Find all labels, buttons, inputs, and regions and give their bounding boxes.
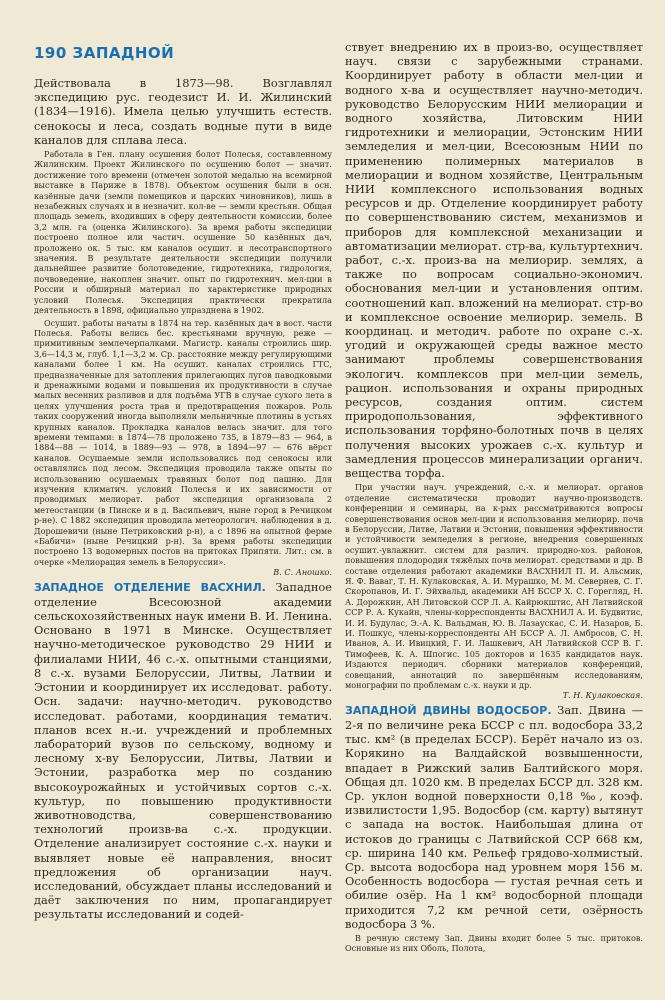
article-heading: ЗАПАДНОЕ ОТДЕЛЕНИЕ ВАСХНИЛ.: [34, 580, 266, 594]
intro-paragraph: Действовала в 1873—98. Возглавлял экспедицию рус. геодезист И. И. Жилинский (1834—1916). Имела целью улучшить естеств. сенокосы и леса, создать водные пути в виде каналов для сплава леса.: [34, 76, 332, 147]
tributaries-paragraph: В речную систему Зап. Двины входит более 5 тыс. притоков. Основные из них Оболь, Полота,: [345, 933, 643, 954]
right-column: [345, 40, 643, 956]
article-body: Западное отделение Всесоюзной академии сельскохозяйственных наук имени В. И. Ленина. Основано в 1971 в Минске. Осуществляет научно-методическое руководство 29 НИИ и филиалами НИИ, 46 с.-х. опытными станциями, 8 с.-х. вузами Белоруссии, Литвы, Латвии и Эстонии и координирует их исследоват. работу. Осн. задачи: научно-методич. руководство исследоват. работами, координация тематич. планов всех н.-и. учреждений и проблемных лабораторий вузов по сельскому, водному и лесному х-ву Белоруссии, Литвы, Латвии и Эстонии, разработка мер по созданию высокоурожайных и устойчивых сортов с.-х. культур, по повышению продуктивности животноводства, совершенствованию технологий произв-ва с.-х. продукции. Отделение анализирует состояние с.-х. науки и выявляет новые её направления, вносит предложения об организации науч. исследований, обсуждает планы исследований и даёт заключения по ним, пропагандирует результаты исследований и содей-: [34, 579, 333, 922]
page-number: 190: [34, 44, 67, 62]
article-vaskhnil: [34, 580, 332, 922]
drainage-work-text: Осушит. работы начаты в 1874 на тер. казённых дач в вост. части Полесья. Работы велись бес. крестьянами вручную, реже — примитивным землечерпалками. Магистр. каналы строились шир. 3,6—14,3 м, глуб. 1,1—3,2 м. Ср. расстояние между регулирующими каналами более 1 км. На осушит. каналах строились ГТС, предназначенные для затопления прилегающих лугов паводковыми и дренажными водами и повышения их продуктивности в случае малых весенних разливов и для подъёма УГВ в случае сухого лета в целях улучшения роста трав и предотвращения пожаров. Роль таких сооружений иногда выполняли мельничные плотины в устьях крупных каналов. Прокладка каналов велась значит. для того времени темпами: в 1874—78 проложено 735, в 1879—83 — 964, в 1884—88 — 1014, в 1889—93 — 978, в 1894—97 — 676 вёрст каналов. Осушаемые земли использовались под сенокосы или оставлялись под лесом. Экспедиция проводила также опыты по использованию осушаемых травяных болот под пашню. Для изучения климатич. условий Полесья и их зависимости от проводимых мелиорат. работ экспедиция организовала 2 метеостанции (в Пинске и в д. Васильевич, ныне город в Речицком р-не). С 1882 экспедиция проводила метеорологич. наблюдения в д. Дорошевичи (ныне Петриковский р-н), а с 1896 на опытной ферме «Бабичи» (ныне Речицкий р-н). За время работы экспедиции построено 13 водомерных постов на притоках Припяти. Лит.: см. в очерке «Мелиорация земель в Белоруссии».: [34, 317, 332, 567]
article-dvina-basin: [345, 703, 643, 931]
conferences-text: При участии науч. учреждений, с.-х. и мелиорат. органов отделение систематически проводит научно-производств. конференции и семинары, на к-рых рассматриваются вопросы совершенствования основ мел-ции и использования мелиорир. почв в Белоруссии, Литве, Латвии и Эстонии, повышения эффективности и устойчивости земледелия в регионе, внедрения совершенных осушит.-увлажнит. систем для различ. природно-хоз. районов, повышения плодородия тяжёлых почв мелиорат. средствами и др. В составе отделения работают академики ВАСХНИЛ П. И. Альсмик, Я. Ф. Ваваг, Т. Н. Кулаковская, А. И. Мурашко, М. М. Севернев, С. Г. Скоропанов, И. Г. Эйхвальд, академики АН БССР Х. С. Горегляд, Н. А. Дорожкин, АН Литовской ССР Л. А. Кайрюкштис, АН Латвийской ССР Р. А. Кукайн, члены-корреспонденты ВАСХНИЛ А. И. Будвитис, И. И. Будулас, Э.-А. К. Вальдман, Ю. В. Лазаускас, С. И. Назаров, Б. И. Пошкус, члены-корреспонденты АН БССР А. Л. Амбросов, С. Н. Иванов, А. И. Ивицкий, Г. И. Лашкевич, АН Латвийской ССР В. Г. Тимофеев, К. А. Шпогис. 105 докторов и 1635 кандидатов наук. Издаются периодич. сборники материалов конференций, совещаний, аннотаций по завершённым исследованиям, монографии по проблемам с.-х. науки и др.: [345, 482, 643, 691]
author-signature: Т. Н. Кулаковская.: [562, 690, 643, 701]
page-header: [34, 44, 174, 62]
author-signature: В. С. Аношко.: [273, 567, 332, 578]
article-body: Зап. Двина — 2-я по величине река БССР с пл. водосбора 33,2 тыс. км² (в пределах БССР). Берёт начало из оз. Корякино на Валдайской возвышенности, впадает в Рижский залив Балтийского моря. Общая дл. 1020 км. В пределах БССР дл. 328 км. Ср. уклон водной поверхности 0,18 ‰, коэф. извилистости 1,95. Водосбор (см. карту) вытянут с запада на восток. Наибольшая длина от истоков до границы с Латвийской ССР 668 км, ср. ширина 140 км. Рельеф грядово-холмистый. Ср. высота водосбора над уровнем моря 156 м. Особенность водосбора — густая речная сеть и обилие озёр. На 1 км² водосборной площади приходится 7,2 км речной сети, озёрность водосбора 3 %.: [345, 702, 643, 931]
drainage-work-paragraph: [34, 318, 332, 578]
conferences-paragraph: [345, 482, 643, 701]
coordination-paragraph: ствует внедрению их в произ-во, осуществляет науч. связи с зарубежными странами. Координирует работу в области мел-ции и водного х-ва и осуществляет научно-методич. руководство Белорусским НИИ мелиорации и водного хозяйства, Литовским НИИ гидротехники и мелиорации, Эстонским НИИ земледелия и мел-ции, Всесоюзным НИИ по применению полимерных материалов в мелиорации и водном хозяйстве, Центральным НИИ комплексного использования водных ресурсов и др. Отделение координирует работу по совершенствованию систем, механизмов и приборов для комплексной механизации и автоматизации мелиорат. стр-ва, культуртехнич. работ, с.-х. произ-ва на мелиорир. землях, а также по вопросам социально-экономич. обоснования мел-ции и установления оптим. соотношений кап. вложений на мелиорат. стр-во и комплексное освоение мелиорир. земель. В координац. и методич. работе по охране с.-х. угодий и окружающей среды важное место занимают проблемы совершенствования экологич. комплексов при мел-ции земель, рацион. использования и охраны природных ресурсов, создания оптим. систем природопользования, эффективного использования торфяно-болотных почв в целях получения высоких урожаев с.-х. культур и замедления процессов минерализации органич. вещества торфа.: [345, 40, 643, 481]
expedition-work-paragraph: Работала в Ген. плану осушения болот Полесья, составленному Жилинским. Проект Жилинского по осушению болот — значит. достижение того времени (отмечен золотой медалью на всемирной выставке в Париже в 1878). Объектом осушения были в осн. казённые дачи (земли помещиков и царских чиновников), лишь в незабежных случаях и в незначит. кол-ве — земли крестьян. Общая площадь земель, входивших в сферу деятельности комиссии, более 3,2 млн. га (оценка Жилинского). За время работы экспедиции построено полное или частич. осушение 50 казённых дач, проложено ок. 5 тыс. км каналов осушит. и лесотранспортного значения. В результате деятельности экспедиции получили дальнейшее развитие болотоведение, гидротехника, гидрология, почвоведение, накоплен значит. опыт по гидротехнич. мел-ции в России и обширный материал по характеристике природных условий Полесья. Экспедиция практически прекратила деятельность в 1898, официально упразднена в 1902.: [34, 149, 332, 316]
left-column: [34, 76, 332, 924]
running-title: ЗАПАДНОЙ: [72, 44, 175, 62]
article-heading: ЗАПАДНОЙ ДВИНЫ ВОДОСБОР.: [345, 703, 552, 717]
